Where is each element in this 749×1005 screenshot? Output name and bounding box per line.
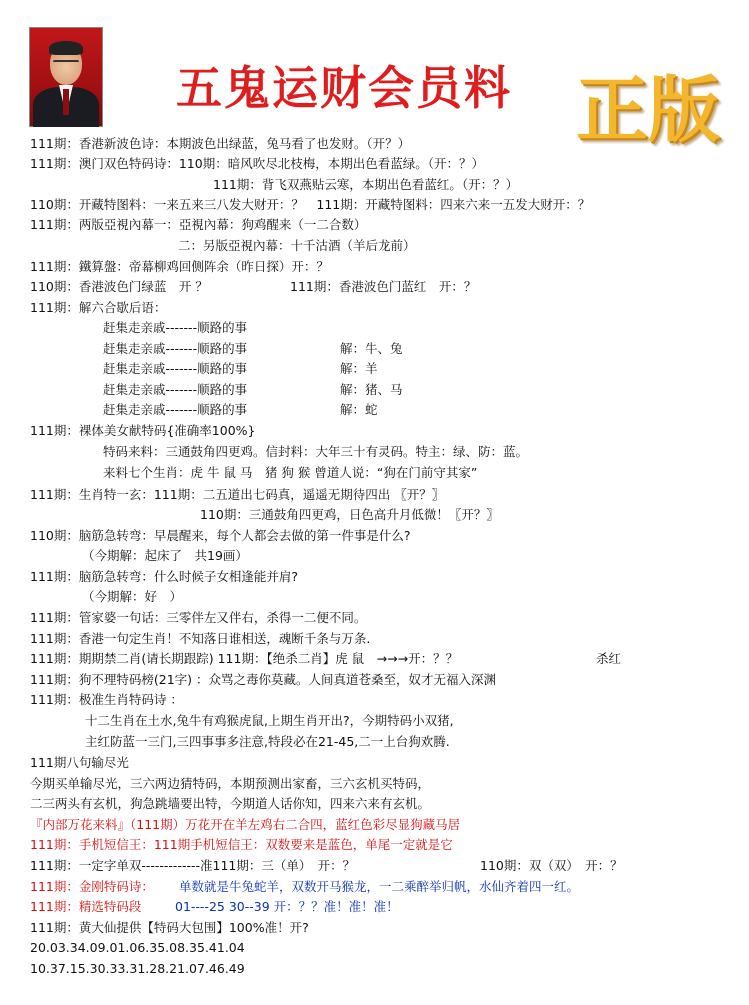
text-line: 解：蛇 xyxy=(340,402,378,417)
text-line: 111期：金刚特码诗： xyxy=(30,879,154,894)
text-line: 111期：生肖特一玄：111期：二五道出七码真，遥遥无期待四出 〖开？〗 xyxy=(30,487,445,502)
text-line: 特码来料：三通鼓角四更鸡。信封料：大年三十有灵码。特主：绿、防：蓝。 xyxy=(103,444,529,459)
text-line: 111期：裸体美女献特码{准确率100%} xyxy=(30,423,256,438)
text-line: 赶集走亲戚-------顺路的事 xyxy=(103,382,248,397)
text-line: 二三两头有玄机，狗急跳墙要出特，今期道人话你知，四来六来有玄机。 xyxy=(30,796,431,811)
text-line: （今期解：好 ） xyxy=(82,589,183,604)
text-line: 赶集走亲戚-------顺路的事 xyxy=(103,341,248,356)
genuine-stamp: 正版 xyxy=(576,67,721,152)
text-line: 今期买单输尽光，三六两边猜特码，本期预测出家畜，三六玄机买特码， xyxy=(30,776,431,791)
text-line: 111期：香港一句定生肖！不知落日谁相送，魂断千条与万条. xyxy=(30,631,371,646)
text-line: 111期：期期禁二肖(请长期跟踪) 111期：【绝杀二肖】虎 鼠 →→→开：？？ xyxy=(30,651,459,666)
text-line: 十二生肖在土水,兔牛有鸡猴虎鼠,上期生肖开出?，今期特码小双猪, xyxy=(85,713,454,728)
text-line: 主红防蓝一三门,三四事事多注意,特段必在21-45,二一上台狗欢腾. xyxy=(85,734,450,749)
text-line: 111期：背飞双燕贴云寒，本期出色看蓝红。（开：？） xyxy=(213,177,519,192)
text-line: 111期八句输尽光 xyxy=(30,755,129,770)
text-line: 111期：香港新波色诗：本期波色出绿蓝，兔马看了也发财。（开？） xyxy=(30,136,411,151)
text-line: 111期：狗不理特码榜(21字) ：众骂之毒你莫藏。人间真道苍桑至，奴才无福入深渊 xyxy=(30,672,496,687)
text-line: 110期：开藏特图料：一来五来三八发大财开：？ 111期：开藏特图料：四来六来一五发大财开：？ xyxy=(30,197,591,212)
text-line: 解：羊 xyxy=(340,361,378,376)
text-line: 111期：一定字单双-------------准111期：三（单） 开：？ xyxy=(30,858,356,873)
text-line: 解：牛、兔 xyxy=(340,341,403,356)
text-line: （今期解：起床了 共19画） xyxy=(82,548,248,563)
text-line: 111期：解六合歇后语： xyxy=(30,300,167,315)
text-line: 单数就是牛兔蛇羊，双数开马猴龙，一二乘醉举归帆，水仙齐着四一红。 xyxy=(179,879,580,894)
text-line: 110期：香港波色门绿蓝 开 ？ xyxy=(30,279,208,294)
text-line: 20.03.34.09.01.06.35.08.35.41.04 xyxy=(30,940,245,955)
text-line: 01----25 30--39 开：？？准！准！准！ xyxy=(175,899,399,914)
text-line: 来料七个生肖：虎 牛 鼠 马 猪 狗 猴 曾道人说：“狗在门前守其家” xyxy=(103,465,478,480)
text-line: 111期：极准生肖特码诗 ： xyxy=(30,692,183,707)
text-line: 110期：三通鼓角四更鸡，日色高升月低微！〖开？〗 xyxy=(200,507,499,522)
text-line: 杀红 xyxy=(596,651,622,666)
text-line: 解：猪、马 xyxy=(340,382,403,397)
text-line: 111期：两版亞視內幕一：亞視內幕：狗鸡醒来（一二合数） xyxy=(30,217,367,232)
text-line: 111期：管家婆一句话：三零伴左又伴右，杀得一二便不同。 xyxy=(30,610,367,625)
text-line: 111期：脑筋急转弯：什么时候子女相逢能并肩? xyxy=(30,569,298,584)
text-line: 111期：黄大仙提供【特码大包围】100%准！开? xyxy=(30,920,309,935)
text-line: 111期：香港波色门蓝红 开：？ xyxy=(290,279,477,294)
page-title: 五鬼运财会员料 xyxy=(176,61,512,115)
text-line: 111期：鐵算盤：帝幕柳鸡回侧阵余（昨日探）开：？ xyxy=(30,259,329,274)
text-line: 110期：双（双） 开：？ xyxy=(480,858,623,873)
text-line: 111期：精选特码段 xyxy=(30,899,142,914)
text-line: 二：另版亞視內幕：十千沽酒（羊后龙前） xyxy=(178,238,416,253)
text-line: 10.37.15.30.33.31.28.21.07.46.49 xyxy=(30,961,245,976)
text-line: 『内部万花来料』（111期）万花开在羊左鸡右二合四，蓝红色彩尽显狗藏马居 xyxy=(30,817,461,832)
text-line: 赶集走亲戚-------顺路的事 xyxy=(103,402,248,417)
text-line: 110期：脑筋急转弯：早晨醒来，每个人都会去做的第一件事是什么? xyxy=(30,528,411,543)
text-line: 赶集走亲戚-------顺路的事 xyxy=(103,361,248,376)
text-line: 赶集走亲戚-------顺路的事 xyxy=(103,320,248,335)
text-line: 111期：手机短信王：111期手机短信王：双数要来是蓝色，单尾一定就是它 xyxy=(30,837,453,852)
text-line: 111期：澳门双色特码诗：110期：暗风吹尽北枝梅，本期出色看蓝绿。（开：？） xyxy=(30,156,484,171)
